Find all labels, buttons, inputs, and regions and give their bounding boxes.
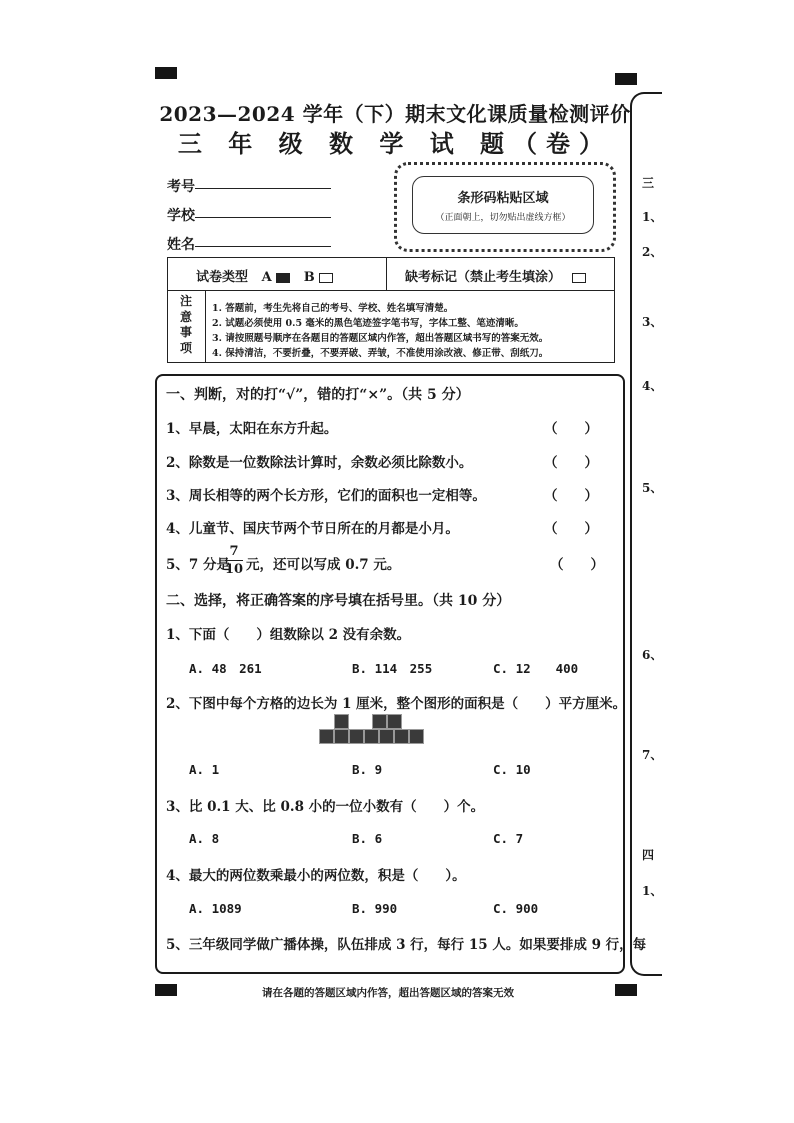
- grid-square: [372, 714, 387, 729]
- paper-type-a-label: A: [261, 270, 272, 285]
- q2-option-b[interactable]: B. 9: [352, 762, 383, 777]
- absent-mark-checkbox[interactable]: [572, 273, 586, 283]
- paper-type-b-label: B: [303, 270, 315, 285]
- q4-option-b[interactable]: B. 990: [352, 901, 398, 916]
- judge-question-3: 3、周长相等的两个长方形，它们的面积也一定相等。: [166, 488, 486, 504]
- choice-question-2: 2、下图中每个方格的边长为 1 厘米，整个图形的面积是（ ）平方厘米。: [166, 696, 627, 712]
- right-question-number: 7、: [642, 748, 663, 762]
- barcode-note: （正面朝上，切勿贴出虚线方框）: [435, 213, 571, 223]
- notes-divider: [205, 290, 206, 363]
- answer-paren-1[interactable]: （ ）: [544, 421, 598, 437]
- right-question-number: 1、: [642, 884, 663, 898]
- right-question-number: 4、: [642, 379, 663, 393]
- paper-type-label: 试卷类型: [196, 270, 249, 285]
- fraction-denominator: 10: [225, 562, 244, 577]
- q3-option-b[interactable]: B. 6: [352, 831, 383, 846]
- grid-square: [334, 714, 349, 729]
- grid-square: [334, 729, 349, 744]
- absent-mark-group: [405, 266, 586, 285]
- note-item: 1. 答题前，考生先将自己的考号、学校、姓名填写清楚。: [212, 303, 454, 314]
- q2-option-c[interactable]: C. 10: [493, 762, 531, 777]
- footer-note: 请在各题的答题区域内作答，超出答题区域的答案无效: [262, 987, 514, 999]
- fraction-numerator: 7: [229, 544, 239, 559]
- q4-option-c[interactable]: C. 900: [493, 901, 539, 916]
- fraction-seven-tenths: [225, 544, 243, 577]
- note-item: 4. 保持清洁，不要折叠，不要弄破、弄皱，不准使用涂改液、修正带、刮纸刀。: [212, 348, 549, 359]
- grid-square: [349, 729, 364, 744]
- barcode-title: 条形码粘贴区域: [457, 191, 549, 206]
- q1-option-c[interactable]: C. 12 400: [493, 661, 579, 676]
- right-section-heading: 三: [642, 176, 655, 190]
- answer-paren-5[interactable]: （ ）: [550, 557, 604, 573]
- choice-question-1: 1、下面（ ）组数除以 2 没有余数。: [166, 627, 411, 643]
- answer-paren-3[interactable]: （ ）: [544, 488, 598, 504]
- grid-square: [364, 729, 379, 744]
- q3-option-c[interactable]: C. 7: [493, 831, 524, 846]
- grid-square: [379, 729, 394, 744]
- exam-subtitle: 三 年 级 数 学 试 题（卷）: [177, 129, 613, 158]
- exam-title: 2023—2024 学年（下）期末文化课质量检测评价: [159, 102, 631, 126]
- absent-mark-label: 缺考标记（禁止考生填涂）: [405, 270, 562, 285]
- right-question-number: 5、: [642, 481, 663, 495]
- grid-square: [394, 729, 409, 744]
- right-question-number: 6、: [642, 648, 663, 662]
- note-item: 3. 请按照题号顺序在各题目的答题区域内作答，超出答题区域书写的答案无效。: [212, 333, 549, 344]
- q2-option-a[interactable]: A. 1: [189, 762, 220, 777]
- registration-mark-top-left: [155, 67, 177, 79]
- grid-square: [387, 714, 402, 729]
- notes-heading-char: 意: [179, 309, 192, 324]
- name-field[interactable]: [195, 246, 331, 247]
- judge-question-5-pre: 5、7 分是: [166, 557, 230, 573]
- barcode-area[interactable]: [412, 176, 594, 234]
- exam-no-label: 考号: [167, 179, 195, 195]
- paper-type-b-checkbox[interactable]: [319, 273, 333, 283]
- exam-no-field[interactable]: [195, 188, 331, 189]
- answer-paren-4[interactable]: （ ）: [544, 521, 598, 537]
- q1-option-a[interactable]: A. 48 261: [189, 661, 262, 676]
- section1-heading: 一、判断，对的打“√”，错的打“×”。（共 5 分）: [166, 387, 470, 403]
- choice-question-5: 5、三年级同学做广播体操，队伍排成 3 行，每行 15 人。如果要排成 9 行，每: [166, 937, 647, 953]
- notes-heading-char: 注: [179, 294, 192, 308]
- registration-mark-top-right: [615, 73, 637, 85]
- judge-question-5-post: 元，还可以写成 0.7 元。: [246, 557, 401, 573]
- grid-square: [409, 729, 424, 744]
- judge-question-1: 1、早晨，太阳在东方升起。: [166, 421, 338, 437]
- notes-heading-char: 项: [179, 340, 192, 355]
- notes-heading-char: 事: [179, 325, 192, 339]
- school-label: 学校: [167, 208, 195, 224]
- name-label: 姓名: [167, 237, 195, 253]
- fraction-bar: [225, 560, 243, 561]
- paper-type-group: [196, 266, 333, 285]
- q1-option-b[interactable]: B. 114 255: [352, 661, 433, 676]
- judge-question-4: 4、儿童节、国庆节两个节日所在的月都是小月。: [166, 521, 459, 537]
- grid-square: [319, 729, 334, 744]
- right-section-heading: 四: [642, 848, 655, 862]
- note-item: 2. 试题必须使用 0.5 毫米的黑色笔迹签字笔书写，字体工整、笔迹清晰。: [212, 318, 524, 329]
- q3-option-a[interactable]: A. 8: [189, 831, 220, 846]
- answer-paren-2[interactable]: （ ）: [544, 455, 598, 471]
- judge-question-2: 2、除数是一位数除法计算时，余数必须比除数小。: [166, 455, 473, 471]
- choice-question-4: 4、最大的两位数乘最小的两位数，积是（ ）。: [166, 868, 466, 884]
- school-field[interactable]: [195, 217, 331, 218]
- square-grid-figure: [319, 714, 425, 748]
- q4-option-a[interactable]: A. 1089: [189, 901, 242, 916]
- right-question-number: 1、: [642, 210, 663, 224]
- notes-heading: [172, 294, 200, 356]
- right-question-number: 3、: [642, 315, 663, 329]
- right-question-number: 2、: [642, 245, 663, 259]
- section2-heading: 二、选择，将正确答案的序号填在括号里。（共 10 分）: [166, 593, 511, 609]
- paper-type-a-checkbox[interactable]: [276, 273, 290, 283]
- choice-question-3: 3、比 0.1 大、比 0.8 小的一位小数有（ ）个。: [166, 799, 485, 815]
- paper-type-divider: [386, 257, 387, 291]
